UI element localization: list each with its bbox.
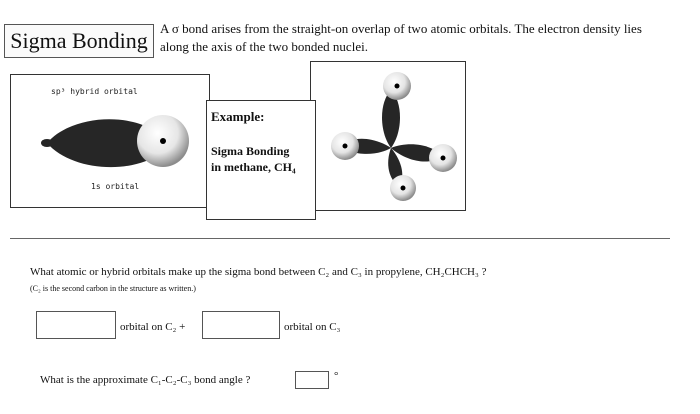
intro-text [160,20,690,56]
hydrogen-nucleus-left [343,144,348,149]
c3-orbital-input[interactable] [202,311,280,339]
hydrogen-nucleus-top [395,84,400,89]
section-divider [10,238,670,239]
degree-unit: ° [334,370,339,382]
c3-orbital-label: orbital on C₃ [284,321,341,333]
c2-orbital-input[interactable] [36,311,116,339]
example-line-1: Sigma Bonding [211,144,290,158]
sigma-bond-diagram-panel [10,74,210,208]
example-line-2: in methane, CH₄ [211,160,296,174]
sp3-orbital-label: sp³ hybrid orbital [51,87,138,96]
page-title-text: Sigma Bonding [10,28,148,53]
example-title: Example: [211,109,265,124]
hydrogen-nucleus [160,138,166,144]
example-description [211,143,317,175]
intro-line-1: A σ bond arises from the straight-on overlap of two atomic orbitals. The electron density lies [160,21,642,36]
hydrogen-nucleus-bottom [401,186,406,191]
1s-orbital-label: 1s orbital [91,182,140,191]
c2-orbital-label: orbital on C₂ + [120,321,186,333]
bond-angle-input[interactable] [295,371,329,389]
example-box [206,100,316,220]
question-2-text: What is the approximate C₁-C₂-C₃ bond angle ? [40,374,251,386]
hydrogen-nucleus-right [441,156,446,161]
intro-line-2: along the axis of the two bonded nuclei. [160,39,368,54]
question-1-text: What atomic or hybrid orbitals make up the sigma bond between C₂ and C₃ in propylene, CH₂CHCH₃ ? [30,266,487,278]
methane-orbitals-illustration [311,62,465,210]
page-title [4,24,154,58]
methane-diagram-panel [310,61,466,211]
question-1-note: (C₂ is the second carbon in the structure as written.) [30,284,196,293]
